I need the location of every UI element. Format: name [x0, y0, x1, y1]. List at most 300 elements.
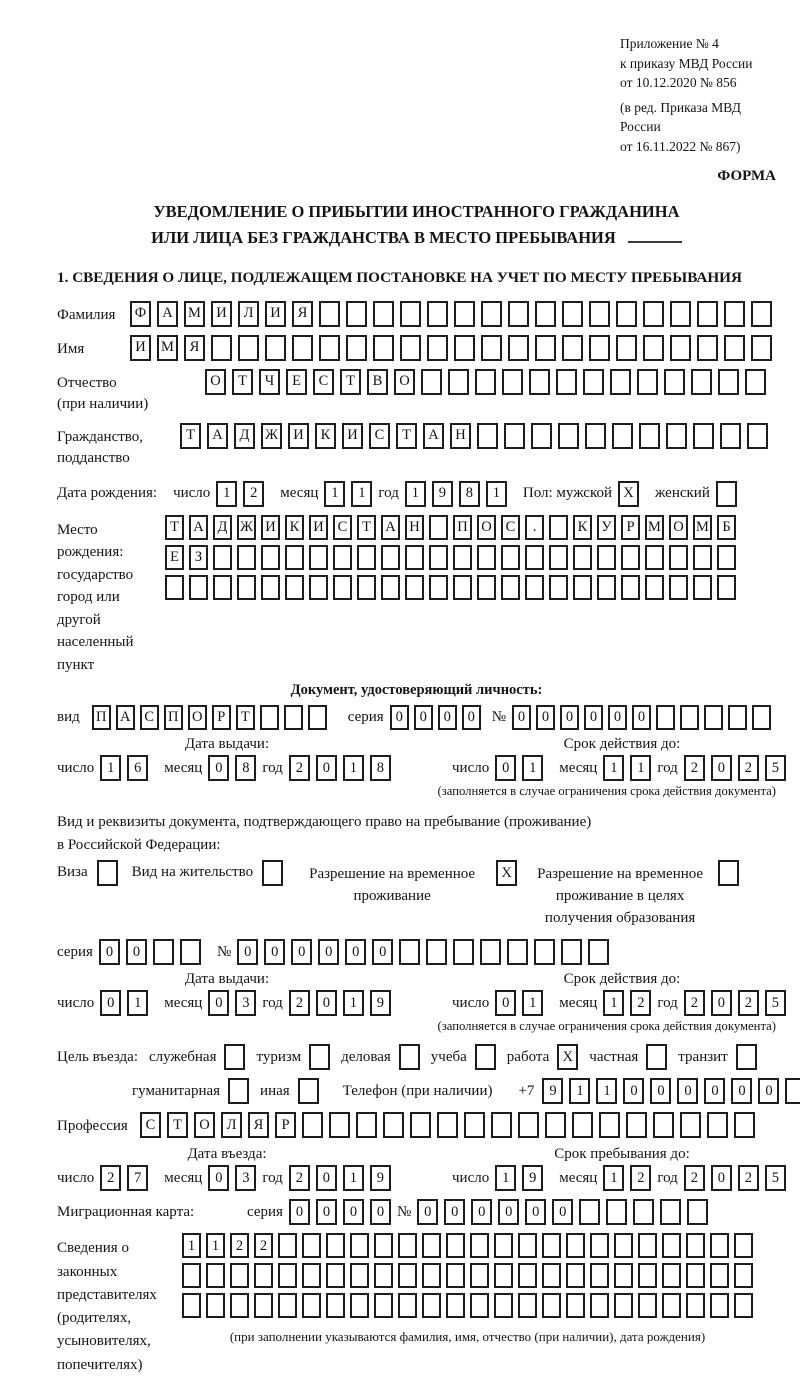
char-cell[interactable]	[494, 1263, 513, 1288]
char-cell[interactable]	[621, 545, 640, 570]
char-cell[interactable]	[153, 939, 174, 965]
char-cell[interactable]	[616, 301, 637, 327]
char-cell[interactable]: М	[693, 515, 712, 540]
char-cell[interactable]	[518, 1112, 539, 1138]
char-cell[interactable]	[405, 575, 424, 600]
char-cell[interactable]: 2	[230, 1233, 249, 1258]
char-cell[interactable]	[638, 1293, 657, 1318]
char-cell[interactable]	[579, 1199, 600, 1225]
char-cell[interactable]	[751, 335, 772, 361]
char-cell[interactable]: И	[265, 301, 286, 327]
profession-cells[interactable]	[140, 1112, 755, 1138]
char-cell[interactable]	[585, 423, 606, 449]
char-cell[interactable]: 8	[235, 755, 256, 781]
char-cell[interactable]	[662, 1263, 681, 1288]
char-cell[interactable]	[477, 423, 498, 449]
char-cell[interactable]	[573, 575, 592, 600]
char-cell[interactable]	[736, 1044, 757, 1070]
char-cell[interactable]	[643, 301, 664, 327]
char-cell[interactable]: 8	[370, 755, 391, 781]
char-cell[interactable]	[470, 1293, 489, 1318]
char-cell[interactable]: А	[157, 301, 178, 327]
identity-doc-series-cells[interactable]	[390, 705, 486, 730]
char-cell[interactable]: 0	[632, 705, 651, 730]
char-cell[interactable]	[422, 1263, 441, 1288]
char-cell[interactable]: 7	[127, 1165, 148, 1191]
char-cell[interactable]	[262, 860, 283, 886]
char-cell[interactable]: Н	[450, 423, 471, 449]
char-cell[interactable]	[477, 575, 496, 600]
char-cell[interactable]: О	[669, 515, 688, 540]
char-cell[interactable]	[583, 369, 604, 395]
char-cell[interactable]	[693, 545, 712, 570]
char-cell[interactable]	[381, 545, 400, 570]
char-cell[interactable]	[535, 335, 556, 361]
char-cell[interactable]: 1	[405, 481, 426, 507]
char-cell[interactable]: 0	[731, 1078, 752, 1104]
char-cell[interactable]	[597, 545, 616, 570]
char-cell[interactable]: 1	[324, 481, 345, 507]
identity-issue-year-cells[interactable]	[289, 755, 391, 781]
residence-expiry-month-cells[interactable]	[603, 990, 651, 1016]
char-cell[interactable]	[590, 1263, 609, 1288]
char-cell[interactable]: 0	[370, 1199, 391, 1225]
char-cell[interactable]	[716, 481, 737, 507]
char-cell[interactable]: 0	[711, 990, 732, 1016]
char-cell[interactable]	[373, 335, 394, 361]
char-cell[interactable]: 0	[316, 1199, 337, 1225]
char-cell[interactable]	[422, 1293, 441, 1318]
char-cell[interactable]: 0	[208, 990, 229, 1016]
option-visa-checkbox[interactable]	[97, 860, 118, 886]
char-cell[interactable]: 5	[765, 1165, 786, 1191]
char-cell[interactable]: 9	[370, 990, 391, 1016]
char-cell[interactable]	[350, 1293, 369, 1318]
char-cell[interactable]: 1	[216, 481, 237, 507]
char-cell[interactable]: 0	[237, 939, 258, 965]
char-cell[interactable]: 0	[126, 939, 147, 965]
char-cell[interactable]	[326, 1263, 345, 1288]
char-cell[interactable]	[606, 1199, 627, 1225]
birth-place-cells-row2[interactable]	[165, 545, 741, 570]
char-cell[interactable]	[525, 545, 544, 570]
identity-issue-day-cells[interactable]	[100, 755, 148, 781]
purpose-transit-checkbox[interactable]	[736, 1044, 757, 1070]
char-cell[interactable]	[710, 1293, 729, 1318]
char-cell[interactable]: М	[184, 301, 205, 327]
surname-cells[interactable]	[130, 301, 772, 327]
residence-doc-number-cells[interactable]	[237, 939, 609, 965]
char-cell[interactable]	[481, 301, 502, 327]
representatives-cells-row2[interactable]	[182, 1263, 758, 1288]
char-cell[interactable]	[734, 1112, 755, 1138]
char-cell[interactable]: 9	[542, 1078, 563, 1104]
char-cell[interactable]: 0	[525, 1199, 546, 1225]
char-cell[interactable]	[614, 1233, 633, 1258]
char-cell[interactable]	[573, 545, 592, 570]
char-cell[interactable]	[566, 1263, 585, 1288]
char-cell[interactable]: О	[205, 369, 226, 395]
char-cell[interactable]: Д	[213, 515, 232, 540]
char-cell[interactable]	[610, 369, 631, 395]
char-cell[interactable]	[542, 1233, 561, 1258]
identity-expiry-day-cells[interactable]	[495, 755, 543, 781]
char-cell[interactable]	[381, 575, 400, 600]
char-cell[interactable]: И	[288, 423, 309, 449]
char-cell[interactable]	[572, 1112, 593, 1138]
purpose-humanitarian-checkbox[interactable]	[228, 1078, 249, 1104]
char-cell[interactable]: 1	[495, 1165, 516, 1191]
char-cell[interactable]	[319, 301, 340, 327]
char-cell[interactable]	[421, 369, 442, 395]
char-cell[interactable]: 2	[254, 1233, 273, 1258]
representatives-cells-row3[interactable]	[182, 1293, 758, 1318]
char-cell[interactable]: Т	[236, 705, 255, 730]
char-cell[interactable]: Ж	[261, 423, 282, 449]
char-cell[interactable]	[298, 1078, 319, 1104]
char-cell[interactable]: 0	[414, 705, 433, 730]
char-cell[interactable]: И	[261, 515, 280, 540]
char-cell[interactable]	[501, 545, 520, 570]
representatives-cells-row1[interactable]	[182, 1233, 758, 1258]
char-cell[interactable]: 0	[584, 705, 603, 730]
purpose-private-checkbox[interactable]	[646, 1044, 667, 1070]
char-cell[interactable]	[561, 939, 582, 965]
char-cell[interactable]	[400, 335, 421, 361]
char-cell[interactable]	[666, 423, 687, 449]
char-cell[interactable]	[278, 1263, 297, 1288]
char-cell[interactable]: 1	[522, 990, 543, 1016]
char-cell[interactable]	[507, 939, 528, 965]
char-cell[interactable]: П	[164, 705, 183, 730]
char-cell[interactable]: 2	[738, 990, 759, 1016]
char-cell[interactable]	[165, 575, 184, 600]
char-cell[interactable]	[374, 1263, 393, 1288]
migration-card-number-cells[interactable]	[417, 1199, 708, 1225]
char-cell[interactable]	[400, 301, 421, 327]
residence-issue-month-cells[interactable]	[208, 990, 256, 1016]
char-cell[interactable]	[429, 545, 448, 570]
char-cell[interactable]	[785, 1078, 800, 1104]
char-cell[interactable]: А	[381, 515, 400, 540]
char-cell[interactable]	[590, 1293, 609, 1318]
sex-male-checkbox[interactable]	[618, 481, 639, 507]
char-cell[interactable]	[480, 939, 501, 965]
purpose-work-checkbox[interactable]	[557, 1044, 578, 1070]
char-cell[interactable]	[464, 1112, 485, 1138]
char-cell[interactable]	[718, 369, 739, 395]
char-cell[interactable]: 0	[471, 1199, 492, 1225]
char-cell[interactable]: Р	[275, 1112, 296, 1138]
identity-issue-month-cells[interactable]	[208, 755, 256, 781]
char-cell[interactable]: Т	[165, 515, 184, 540]
char-cell[interactable]	[718, 860, 739, 886]
char-cell[interactable]: 0	[552, 1199, 573, 1225]
char-cell[interactable]: Е	[165, 545, 184, 570]
char-cell[interactable]: 0	[462, 705, 481, 730]
char-cell[interactable]: 0	[758, 1078, 779, 1104]
char-cell[interactable]	[357, 545, 376, 570]
char-cell[interactable]: Т	[232, 369, 253, 395]
char-cell[interactable]	[728, 705, 747, 730]
char-cell[interactable]: Т	[396, 423, 417, 449]
char-cell[interactable]	[710, 1233, 729, 1258]
char-cell[interactable]	[278, 1233, 297, 1258]
identity-doc-type-cells[interactable]	[92, 705, 332, 730]
char-cell[interactable]	[261, 575, 280, 600]
char-cell[interactable]: 0	[372, 939, 393, 965]
char-cell[interactable]: С	[369, 423, 390, 449]
char-cell[interactable]	[697, 301, 718, 327]
char-cell[interactable]	[556, 369, 577, 395]
char-cell[interactable]: 0	[438, 705, 457, 730]
char-cell[interactable]	[545, 1112, 566, 1138]
char-cell[interactable]: 0	[560, 705, 579, 730]
char-cell[interactable]	[707, 1112, 728, 1138]
char-cell[interactable]	[477, 545, 496, 570]
char-cell[interactable]: О	[188, 705, 207, 730]
char-cell[interactable]: 0	[495, 990, 516, 1016]
char-cell[interactable]	[302, 1293, 321, 1318]
char-cell[interactable]: 0	[208, 755, 229, 781]
firstname-cells[interactable]	[130, 335, 772, 361]
char-cell[interactable]	[238, 335, 259, 361]
char-cell[interactable]: 0	[100, 990, 121, 1016]
char-cell[interactable]	[350, 1233, 369, 1258]
char-cell[interactable]	[662, 1233, 681, 1258]
char-cell[interactable]	[254, 1293, 273, 1318]
char-cell[interactable]: 0	[512, 705, 531, 730]
char-cell[interactable]: 1	[486, 481, 507, 507]
char-cell[interactable]	[230, 1293, 249, 1318]
char-cell[interactable]: К	[573, 515, 592, 540]
char-cell[interactable]	[710, 1263, 729, 1288]
char-cell[interactable]	[383, 1112, 404, 1138]
residence-doc-series-cells[interactable]	[99, 939, 201, 965]
char-cell[interactable]: 0	[608, 705, 627, 730]
char-cell[interactable]	[664, 369, 685, 395]
char-cell[interactable]	[518, 1263, 537, 1288]
char-cell[interactable]	[454, 335, 475, 361]
char-cell[interactable]	[346, 335, 367, 361]
char-cell[interactable]	[399, 939, 420, 965]
char-cell[interactable]	[357, 575, 376, 600]
char-cell[interactable]	[637, 369, 658, 395]
char-cell[interactable]	[448, 369, 469, 395]
char-cell[interactable]	[427, 335, 448, 361]
option-residence-permit-checkbox[interactable]	[262, 860, 283, 886]
char-cell[interactable]: А	[116, 705, 135, 730]
char-cell[interactable]	[446, 1233, 465, 1258]
char-cell[interactable]: 0	[343, 1199, 364, 1225]
char-cell[interactable]	[525, 575, 544, 600]
char-cell[interactable]	[720, 423, 741, 449]
char-cell[interactable]	[261, 545, 280, 570]
char-cell[interactable]	[494, 1233, 513, 1258]
char-cell[interactable]	[529, 369, 550, 395]
char-cell[interactable]	[302, 1263, 321, 1288]
char-cell[interactable]	[426, 939, 447, 965]
char-cell[interactable]	[558, 423, 579, 449]
char-cell[interactable]: 0	[623, 1078, 644, 1104]
char-cell[interactable]: 9	[370, 1165, 391, 1191]
entry-year-cells[interactable]	[289, 1165, 391, 1191]
char-cell[interactable]: Б	[717, 515, 736, 540]
char-cell[interactable]: Р	[621, 515, 640, 540]
char-cell[interactable]: 0	[264, 939, 285, 965]
char-cell[interactable]: 1	[343, 1165, 364, 1191]
char-cell[interactable]: 6	[127, 755, 148, 781]
char-cell[interactable]	[535, 301, 556, 327]
char-cell[interactable]: 1	[603, 990, 624, 1016]
char-cell[interactable]: П	[92, 705, 111, 730]
char-cell[interactable]: .	[525, 515, 544, 540]
residence-expiry-day-cells[interactable]	[495, 990, 543, 1016]
char-cell[interactable]	[230, 1263, 249, 1288]
char-cell[interactable]: 0	[704, 1078, 725, 1104]
char-cell[interactable]	[453, 575, 472, 600]
char-cell[interactable]	[189, 575, 208, 600]
identity-expiry-year-cells[interactable]	[684, 755, 786, 781]
purpose-official-checkbox[interactable]	[224, 1044, 245, 1070]
char-cell[interactable]: К	[315, 423, 336, 449]
char-cell[interactable]: 2	[684, 990, 705, 1016]
birth-place-cells-row1[interactable]	[165, 515, 741, 540]
char-cell[interactable]: 9	[522, 1165, 543, 1191]
char-cell[interactable]: 0	[495, 755, 516, 781]
char-cell[interactable]	[97, 860, 118, 886]
purpose-tourism-checkbox[interactable]	[309, 1044, 330, 1070]
char-cell[interactable]: 2	[100, 1165, 121, 1191]
char-cell[interactable]: О	[194, 1112, 215, 1138]
char-cell[interactable]	[346, 301, 367, 327]
stay-month-cells[interactable]	[603, 1165, 651, 1191]
char-cell[interactable]: 1	[603, 755, 624, 781]
char-cell[interactable]: 0	[536, 705, 555, 730]
sex-female-checkbox[interactable]	[716, 481, 737, 507]
char-cell[interactable]	[427, 301, 448, 327]
char-cell[interactable]	[446, 1263, 465, 1288]
char-cell[interactable]	[549, 575, 568, 600]
char-cell[interactable]	[302, 1233, 321, 1258]
char-cell[interactable]	[599, 1112, 620, 1138]
char-cell[interactable]: И	[130, 335, 151, 361]
char-cell[interactable]	[562, 335, 583, 361]
char-cell[interactable]	[646, 1044, 667, 1070]
char-cell[interactable]: X	[618, 481, 639, 507]
char-cell[interactable]	[319, 335, 340, 361]
char-cell[interactable]: 1	[343, 990, 364, 1016]
char-cell[interactable]: 0	[318, 939, 339, 965]
identity-expiry-month-cells[interactable]	[603, 755, 651, 781]
char-cell[interactable]: 5	[765, 755, 786, 781]
char-cell[interactable]	[302, 1112, 323, 1138]
residence-issue-year-cells[interactable]	[289, 990, 391, 1016]
char-cell[interactable]: 0	[417, 1199, 438, 1225]
char-cell[interactable]	[669, 545, 688, 570]
char-cell[interactable]	[621, 575, 640, 600]
char-cell[interactable]	[612, 423, 633, 449]
char-cell[interactable]	[308, 705, 327, 730]
char-cell[interactable]	[693, 575, 712, 600]
char-cell[interactable]	[326, 1293, 345, 1318]
migration-card-series-cells[interactable]	[289, 1199, 391, 1225]
entry-month-cells[interactable]	[208, 1165, 256, 1191]
char-cell[interactable]	[333, 575, 352, 600]
char-cell[interactable]: 0	[711, 755, 732, 781]
char-cell[interactable]	[254, 1263, 273, 1288]
char-cell[interactable]: А	[423, 423, 444, 449]
char-cell[interactable]	[237, 575, 256, 600]
char-cell[interactable]	[333, 545, 352, 570]
char-cell[interactable]	[206, 1263, 225, 1288]
char-cell[interactable]	[588, 939, 609, 965]
char-cell[interactable]	[350, 1263, 369, 1288]
char-cell[interactable]	[508, 335, 529, 361]
char-cell[interactable]: З	[189, 545, 208, 570]
char-cell[interactable]	[453, 939, 474, 965]
char-cell[interactable]	[481, 335, 502, 361]
char-cell[interactable]: 0	[345, 939, 366, 965]
char-cell[interactable]	[597, 575, 616, 600]
char-cell[interactable]: Т	[167, 1112, 188, 1138]
char-cell[interactable]: 0	[291, 939, 312, 965]
char-cell[interactable]	[653, 1112, 674, 1138]
char-cell[interactable]: 0	[208, 1165, 229, 1191]
char-cell[interactable]	[752, 705, 771, 730]
char-cell[interactable]	[717, 575, 736, 600]
char-cell[interactable]	[278, 1293, 297, 1318]
residence-issue-day-cells[interactable]	[100, 990, 148, 1016]
char-cell[interactable]: О	[477, 515, 496, 540]
birth-date-month-cells[interactable]	[324, 481, 372, 507]
char-cell[interactable]: 1	[127, 990, 148, 1016]
char-cell[interactable]: В	[367, 369, 388, 395]
citizenship-cells[interactable]	[180, 423, 768, 449]
char-cell[interactable]	[491, 1112, 512, 1138]
entry-day-cells[interactable]	[100, 1165, 148, 1191]
char-cell[interactable]: 1	[100, 755, 121, 781]
char-cell[interactable]: 0	[289, 1199, 310, 1225]
char-cell[interactable]: 2	[289, 755, 310, 781]
char-cell[interactable]: 1	[351, 481, 372, 507]
char-cell[interactable]: У	[597, 515, 616, 540]
char-cell[interactable]: Л	[221, 1112, 242, 1138]
char-cell[interactable]	[734, 1233, 753, 1258]
char-cell[interactable]	[453, 545, 472, 570]
char-cell[interactable]	[542, 1263, 561, 1288]
char-cell[interactable]	[224, 1044, 245, 1070]
char-cell[interactable]	[429, 515, 448, 540]
birth-place-cells-row3[interactable]	[165, 575, 741, 600]
char-cell[interactable]: С	[501, 515, 520, 540]
char-cell[interactable]	[639, 423, 660, 449]
char-cell[interactable]	[422, 1233, 441, 1258]
char-cell[interactable]	[454, 301, 475, 327]
stay-day-cells[interactable]	[495, 1165, 543, 1191]
char-cell[interactable]: 5	[765, 990, 786, 1016]
char-cell[interactable]	[717, 545, 736, 570]
stay-year-cells[interactable]	[684, 1165, 786, 1191]
char-cell[interactable]: Ж	[237, 515, 256, 540]
char-cell[interactable]	[531, 423, 552, 449]
char-cell[interactable]	[410, 1112, 431, 1138]
char-cell[interactable]	[745, 369, 766, 395]
char-cell[interactable]: М	[157, 335, 178, 361]
char-cell[interactable]	[686, 1233, 705, 1258]
char-cell[interactable]: С	[333, 515, 352, 540]
char-cell[interactable]	[494, 1293, 513, 1318]
